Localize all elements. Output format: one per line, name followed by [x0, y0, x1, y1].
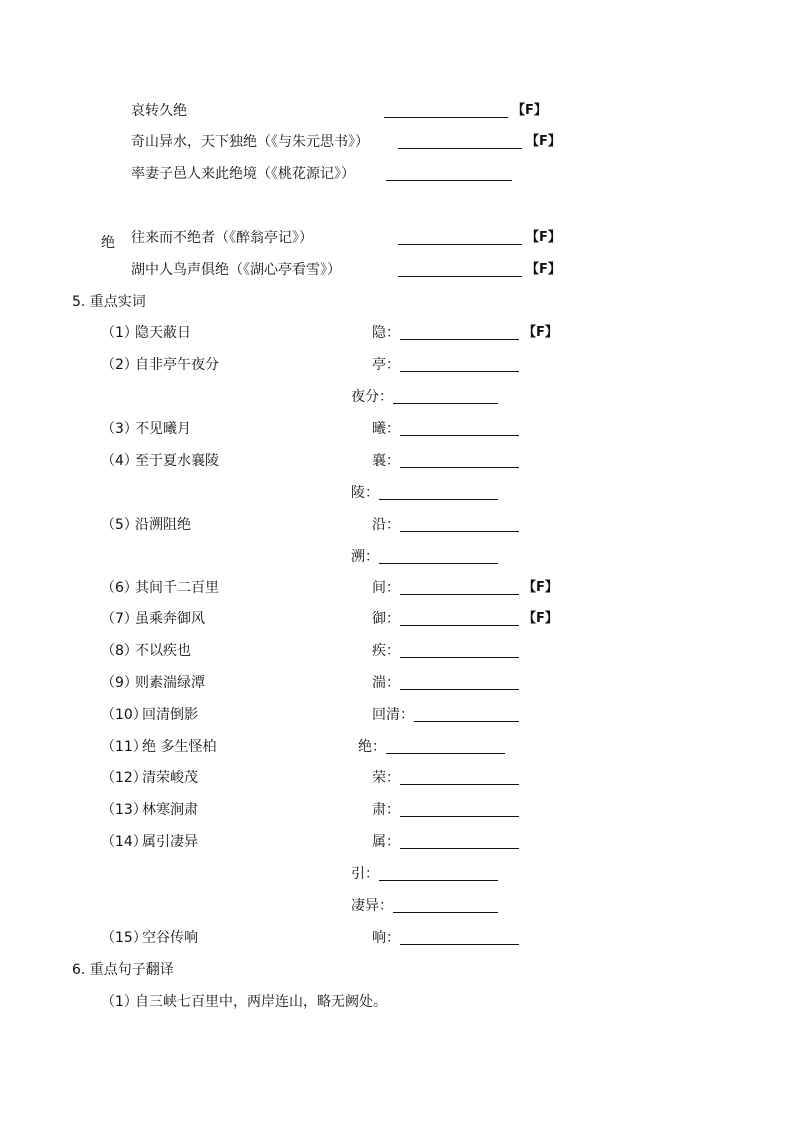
item-phrase: 空谷传响	[142, 930, 198, 946]
item-phrase: 自非亭午夜分	[135, 357, 219, 373]
blank-label: 沿：	[372, 517, 400, 533]
item-number: （1）	[101, 325, 138, 341]
mark-badge: 【F】	[523, 580, 558, 595]
item-number: （14）	[101, 834, 147, 850]
blank-label: 响：	[372, 930, 400, 946]
item-phrase: 绝 多生怪柏	[142, 739, 217, 755]
section-5-heading: 5. 重点实词	[72, 294, 146, 310]
blank-label: 隐：	[372, 325, 400, 341]
answer-blank[interactable]	[400, 594, 519, 595]
item-phrase: 虽乘奔御风	[135, 611, 205, 627]
item-number: （12）	[101, 770, 147, 786]
answer-blank[interactable]	[398, 148, 522, 149]
answer-blank[interactable]	[379, 499, 498, 500]
item-phrase: 沿溯阻绝	[135, 517, 191, 533]
answer-blank[interactable]	[400, 625, 519, 626]
answer-blank[interactable]	[384, 117, 508, 118]
answer-blank[interactable]	[400, 689, 519, 690]
item-number: （2）	[101, 357, 138, 373]
item-phrase: 其间千二百里	[135, 580, 219, 596]
answer-blank[interactable]	[379, 563, 498, 564]
item-phrase: 不以疾也	[135, 643, 191, 659]
jue-item-2: 奇山异水，天下独绝（《与朱元思书》）	[131, 134, 369, 150]
item-number: （6）	[101, 580, 138, 596]
blank-label: 引：	[351, 866, 379, 882]
blank-label: 荣：	[372, 770, 400, 786]
answer-blank[interactable]	[400, 657, 519, 658]
blank-label: 亭：	[372, 357, 400, 373]
answer-blank[interactable]	[400, 816, 519, 817]
item-number: （4）	[101, 453, 138, 469]
answer-blank[interactable]	[393, 912, 498, 913]
answer-blank[interactable]	[398, 276, 522, 277]
item-phrase: 属引凄异	[142, 834, 198, 850]
section-6-heading: 6. 重点句子翻译	[72, 962, 174, 978]
blank-label: 回清：	[372, 707, 414, 723]
item-number: （10）	[101, 707, 147, 723]
item-number: （5）	[101, 517, 138, 533]
item-number: （9）	[101, 675, 138, 691]
answer-blank[interactable]	[393, 403, 498, 404]
blank-label: 襄：	[372, 453, 400, 469]
blank-label: 肃：	[372, 802, 400, 818]
blank-label: 绝：	[358, 739, 386, 755]
answer-blank[interactable]	[386, 753, 505, 754]
item-phrase: 回清倒影	[142, 707, 198, 723]
blank-label: 御：	[372, 611, 400, 627]
blank-label: 曦：	[372, 421, 400, 437]
answer-blank[interactable]	[400, 848, 519, 849]
jue-item-1: 哀转久绝	[131, 103, 187, 119]
answer-blank[interactable]	[400, 531, 519, 532]
item-number: （7）	[101, 611, 138, 627]
item-phrase: 隐天蔽日	[135, 325, 191, 341]
item-phrase: 不见曦月	[135, 421, 191, 437]
mark-badge: 【F】	[526, 230, 561, 245]
mark-badge: 【F】	[523, 325, 558, 340]
blank-label: 疾：	[372, 643, 400, 659]
blank-label: 凄异：	[351, 898, 393, 914]
translation-sentence: 自三峡七百里中，两岸连山，略无阙处。	[135, 994, 387, 1010]
answer-blank[interactable]	[400, 467, 519, 468]
mark-badge: 【F】	[526, 134, 561, 149]
answer-blank[interactable]	[400, 784, 519, 785]
jue-item-5: 湖中人鸟声俱绝（《湖心亭看雪》）	[131, 262, 341, 278]
item-number: （15）	[101, 930, 147, 946]
jue-item-4: 往来而不绝者（《醉翁亭记》）	[131, 230, 313, 246]
mark-badge: 【F】	[512, 103, 547, 118]
answer-blank[interactable]	[400, 339, 519, 340]
item-number: （11）	[101, 739, 147, 755]
answer-blank[interactable]	[386, 180, 512, 181]
blank-label: 陵：	[351, 485, 379, 501]
jue-item-3: 率妻子邑人来此绝境（《桃花源记》）	[131, 166, 355, 182]
item-number: （8）	[101, 643, 138, 659]
blank-label: 属：	[372, 834, 400, 850]
blank-label: 夜分：	[351, 389, 393, 405]
item-number: （3）	[101, 421, 138, 437]
item-number: （1）	[101, 994, 138, 1010]
item-number: （13）	[101, 802, 147, 818]
mark-badge: 【F】	[526, 262, 561, 277]
answer-blank[interactable]	[400, 371, 519, 372]
item-phrase: 林寒涧肃	[142, 802, 198, 818]
item-phrase: 则素湍绿潭	[135, 675, 205, 691]
mark-badge: 【F】	[523, 611, 558, 626]
answer-blank[interactable]	[414, 721, 519, 722]
answer-blank[interactable]	[400, 944, 519, 945]
item-phrase: 至于夏水襄陵	[135, 453, 219, 469]
blank-label: 间：	[372, 580, 400, 596]
item-phrase: 清荣峻茂	[142, 770, 198, 786]
answer-blank[interactable]	[398, 244, 522, 245]
blank-label: 湍：	[372, 675, 400, 691]
answer-blank[interactable]	[400, 435, 519, 436]
answer-blank[interactable]	[379, 880, 498, 881]
blank-label: 溯：	[351, 549, 379, 565]
jue-char-label: 绝	[101, 235, 115, 251]
